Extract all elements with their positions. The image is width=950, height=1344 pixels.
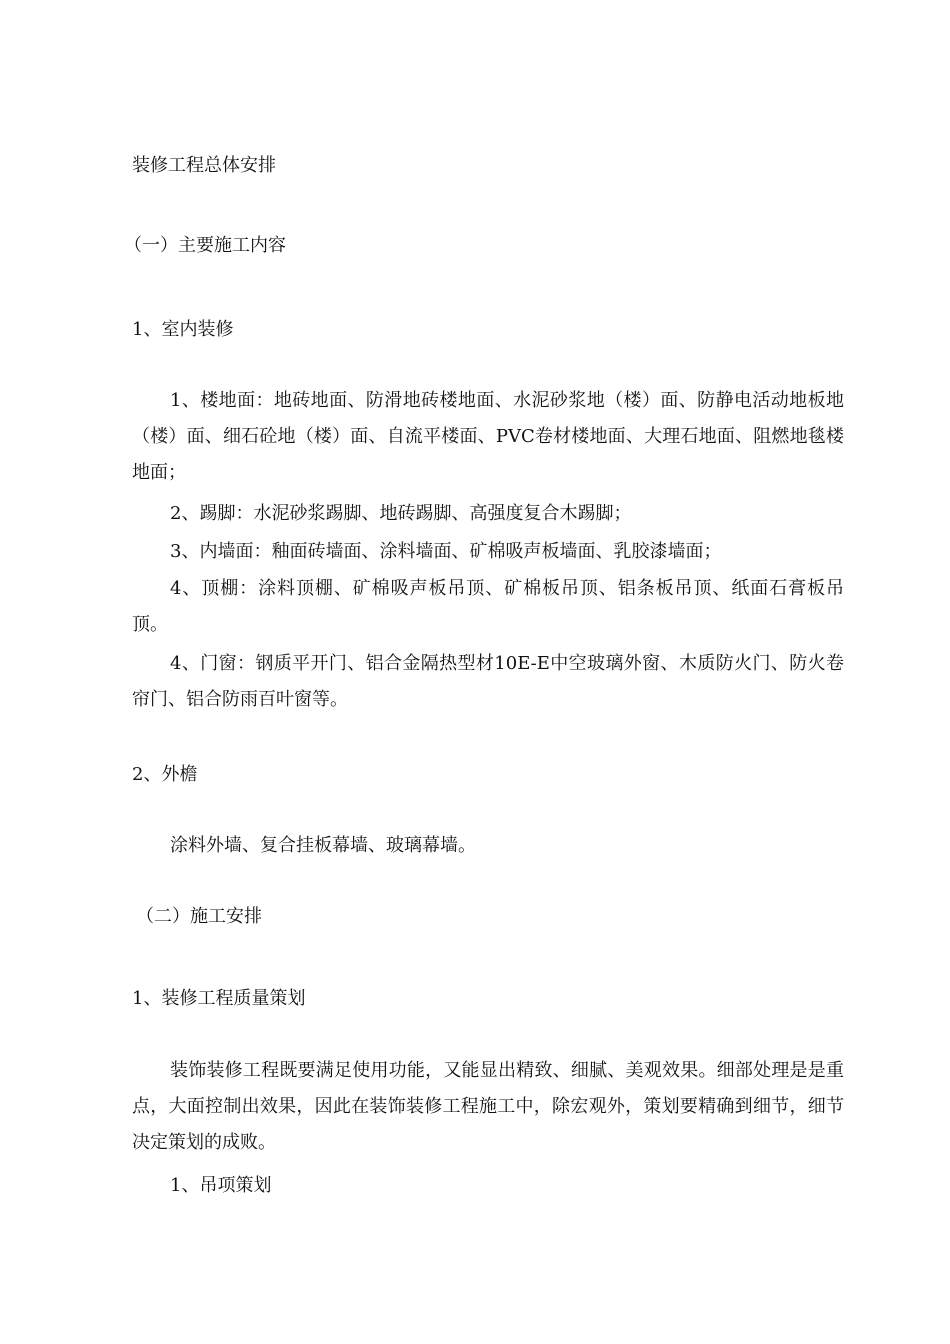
subheading-exterior: 2、外檐 <box>132 764 198 785</box>
list-item-doors-windows: 4、门窗：钢质平开门、铝合金隔热型材10E-E中空玻璃外窗、木质防火门、防火卷帘门、铝合防雨百叶窗等。 <box>132 653 844 710</box>
list-item-ceiling: 4、顶棚：涂料顶棚、矿棉吸声板吊顶、矿棉板吊顶、铝条板吊顶、纸面石膏板吊顶。 <box>132 578 844 635</box>
section-heading-construction-arrangement: （二）施工安排 <box>136 906 262 927</box>
list-item-floor: 1、楼地面：地砖地面、防滑地砖楼地面、水泥砂浆地（楼）面、防静电活动地板地（楼）面、细石砼地（楼）面、自流平楼面、PVC卷材楼地面、大理石地面、阻燃地毯楼地面； <box>132 390 844 483</box>
quality-paragraph: 装饰装修工程既要满足使用功能，又能显出精致、细腻、美观效果。细部处理是是重点，大面控制出效果，因此在装饰装修工程施工中，除宏观外，策划要精确到细节，细节决定策划的成败。 <box>132 1060 844 1153</box>
subheading-ceiling-planning: 1、吊项策划 <box>170 1175 272 1196</box>
list-item-skirting: 2、踢脚：水泥砂浆踢脚、地砖踢脚、高强度复合木踢脚； <box>170 503 632 524</box>
section-heading-main-content: （一）主要施工内容 <box>124 235 286 256</box>
subheading-interior-decoration: 1、室内装修 <box>132 319 234 340</box>
subheading-quality-planning: 1、装修工程质量策划 <box>132 988 306 1009</box>
exterior-paragraph: 涂料外墙、复合挂板幕墙、玻璃幕墙。 <box>170 835 476 856</box>
document-title: 装修工程总体安排 <box>132 155 276 176</box>
list-item-interior-wall: 3、内墙面：釉面砖墙面、涂料墙面、矿棉吸声板墙面、乳胶漆墙面； <box>170 541 722 562</box>
